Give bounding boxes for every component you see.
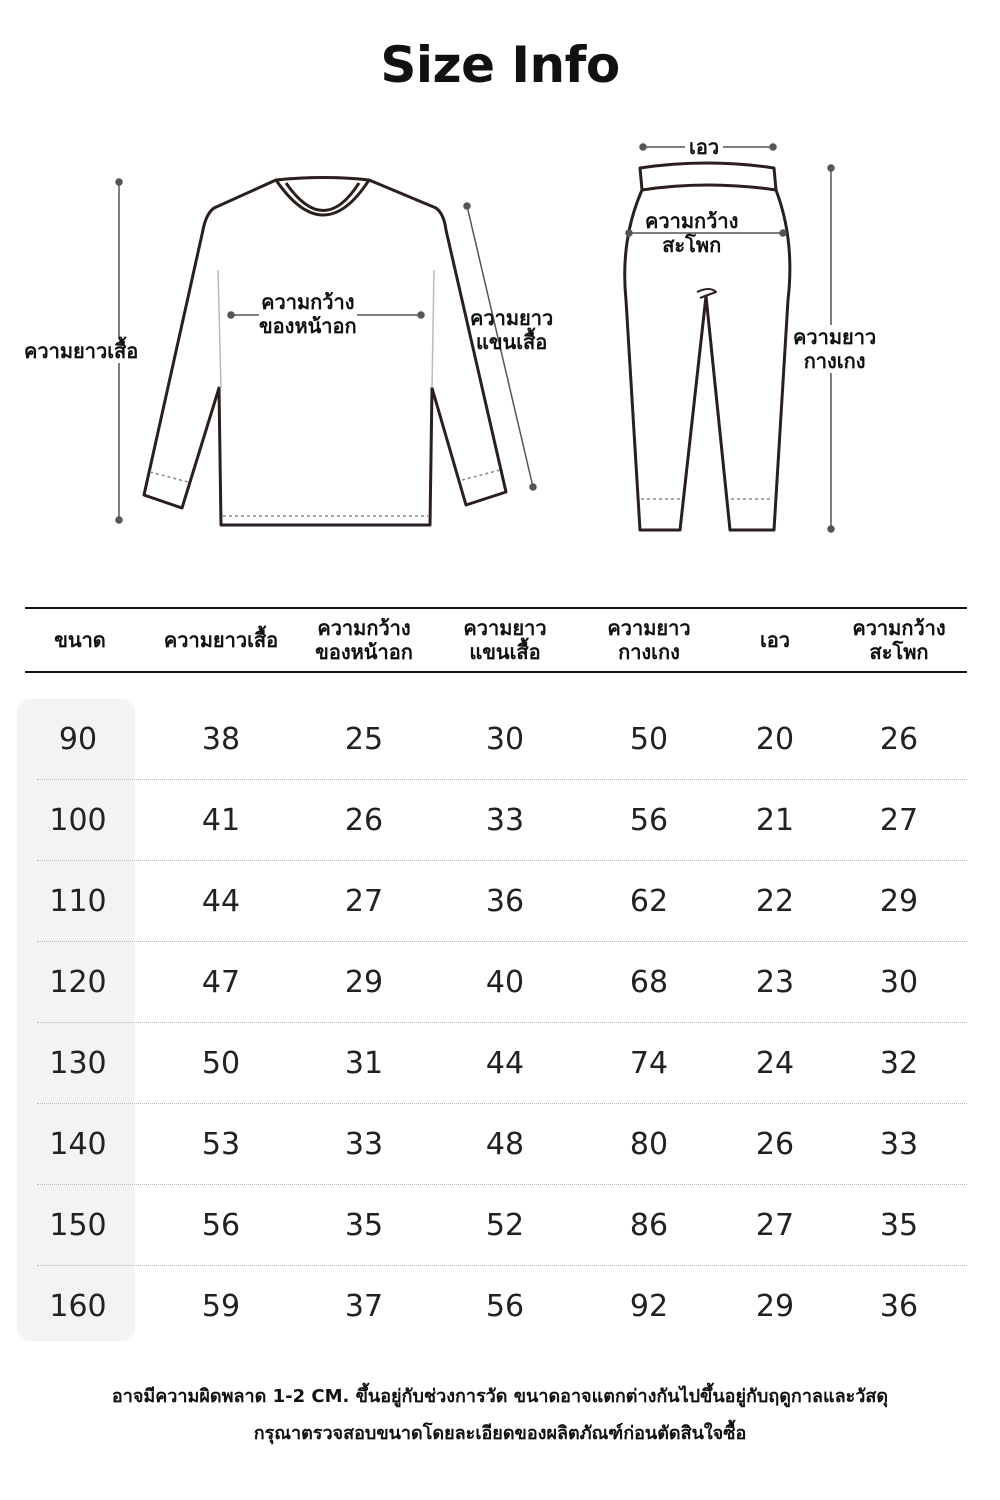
table-row — [37, 1265, 967, 1346]
cell-pants-length: 86 — [629, 1207, 669, 1243]
label-waist: เอว — [685, 135, 723, 159]
cell-shirt-length: 38 — [201, 721, 241, 757]
cell-shirt-length: 59 — [201, 1288, 241, 1324]
cell-sleeve-length: 33 — [485, 802, 525, 838]
label-hip-width: ความกว้าง สะโพก — [645, 209, 739, 257]
cell-pants-length: 68 — [629, 964, 669, 1000]
table-header — [25, 607, 967, 673]
header-size: ขนาด — [54, 628, 106, 652]
cell-sleeve-length: 36 — [485, 883, 525, 919]
size-illustration — [0, 120, 1000, 560]
cell-waist: 23 — [755, 964, 795, 1000]
cell-waist: 29 — [755, 1288, 795, 1324]
cell-hip-width: 27 — [879, 802, 919, 838]
cell-size: 100 — [49, 802, 107, 838]
cell-size: 120 — [49, 964, 107, 1000]
page-title: Size Info — [380, 36, 620, 94]
cell-shirt-length: 41 — [201, 802, 241, 838]
cell-shirt-length: 50 — [201, 1045, 241, 1081]
cell-waist: 27 — [755, 1207, 795, 1243]
cell-hip-width: 36 — [879, 1288, 919, 1324]
cell-pants-length: 92 — [629, 1288, 669, 1324]
header-shirt-length: ความยาวเสื้อ — [163, 628, 279, 652]
cell-hip-width: 29 — [879, 883, 919, 919]
cell-chest-width: 27 — [344, 883, 384, 919]
table-row — [37, 1022, 967, 1103]
shirt-drawing — [144, 178, 506, 526]
cell-chest-width: 29 — [344, 964, 384, 1000]
cell-chest-width: 26 — [344, 802, 384, 838]
table-row — [37, 1184, 967, 1265]
table-row — [37, 779, 967, 860]
cell-waist: 20 — [755, 721, 795, 757]
cell-hip-width: 33 — [879, 1126, 919, 1162]
cell-chest-width: 37 — [344, 1288, 384, 1324]
cell-sleeve-length: 30 — [485, 721, 525, 757]
cell-sleeve-length: 44 — [485, 1045, 525, 1081]
cell-waist: 24 — [755, 1045, 795, 1081]
cell-shirt-length: 44 — [201, 883, 241, 919]
header-waist: เอว — [759, 628, 791, 652]
cell-hip-width: 30 — [879, 964, 919, 1000]
table-row — [37, 860, 967, 941]
label-chest-width: ความกว้าง ของหน้าอก — [259, 290, 357, 338]
cell-sleeve-length: 40 — [485, 964, 525, 1000]
cell-chest-width: 33 — [344, 1126, 384, 1162]
label-shirt-length: ความยาวเสื้อ — [24, 339, 139, 363]
cell-pants-length: 80 — [629, 1126, 669, 1162]
cell-pants-length: 74 — [629, 1045, 669, 1081]
cell-size: 130 — [49, 1045, 107, 1081]
cell-sleeve-length: 56 — [485, 1288, 525, 1324]
cell-size: 110 — [49, 883, 107, 919]
cell-waist: 21 — [755, 802, 795, 838]
cell-hip-width: 32 — [879, 1045, 919, 1081]
cell-waist: 22 — [755, 883, 795, 919]
cell-waist: 26 — [755, 1126, 795, 1162]
cell-size: 140 — [49, 1126, 107, 1162]
header-hip-width: ความกว้าง สะโพก — [852, 616, 946, 664]
cell-hip-width: 35 — [879, 1207, 919, 1243]
header-sleeve-length: ความยาว แขนเสื้อ — [463, 616, 547, 664]
cell-chest-width: 31 — [344, 1045, 384, 1081]
cell-size: 160 — [49, 1288, 107, 1324]
cell-pants-length: 62 — [629, 883, 669, 919]
label-sleeve-length: ความยาว แขนเสื้อ — [470, 306, 554, 354]
table-row — [37, 941, 967, 1022]
table-row — [37, 1103, 967, 1184]
table-body — [25, 699, 967, 1346]
cell-chest-width: 35 — [344, 1207, 384, 1243]
disclaimer-line-2: กรุณาตรวจสอบขนาดโดยละเอียดของผลิตภัณฑ์ก่อนตัดสินใจซื้อ — [253, 1423, 747, 1444]
header-chest-width: ความกว้าง ของหน้าอก — [315, 616, 413, 664]
cell-shirt-length: 47 — [201, 964, 241, 1000]
cell-shirt-length: 53 — [201, 1126, 241, 1162]
cell-shirt-length: 56 — [201, 1207, 241, 1243]
disclaimer-line-1: อาจมีความผิดพลาด 1-2 CM. ขึ้นอยู่กับช่วงการวัด ขนาดอาจแตกต่างกันไปขึ้นอยู่กับฤดูกาลและวัสดุ — [111, 1386, 889, 1407]
cell-sleeve-length: 52 — [485, 1207, 525, 1243]
cell-chest-width: 25 — [344, 721, 384, 757]
cell-sleeve-length: 48 — [485, 1126, 525, 1162]
cell-hip-width: 26 — [879, 721, 919, 757]
header-pants-length: ความยาว กางเกง — [607, 616, 691, 664]
label-pants-length: ความยาว กางเกง — [793, 325, 877, 373]
cell-size: 90 — [58, 721, 98, 757]
cell-size: 150 — [49, 1207, 107, 1243]
cell-pants-length: 56 — [629, 802, 669, 838]
size-table — [25, 607, 967, 1324]
cell-pants-length: 50 — [629, 721, 669, 757]
table-row — [25, 699, 967, 779]
